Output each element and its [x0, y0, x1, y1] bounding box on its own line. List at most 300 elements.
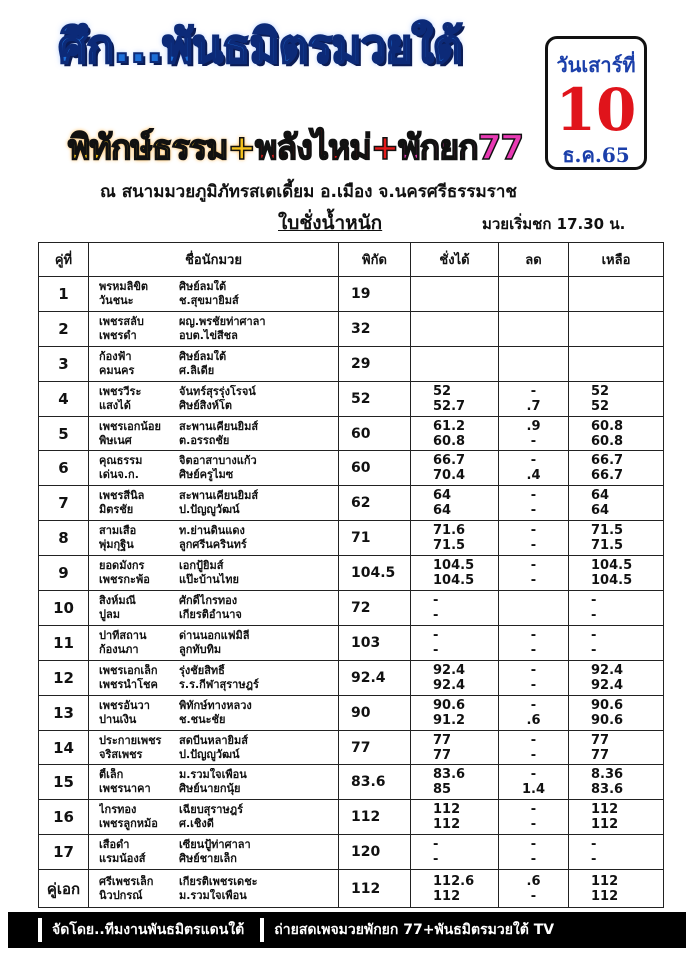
remaining-fighter-2: 83.6 [591, 782, 624, 798]
remaining-fighter-1: 52 [591, 383, 610, 399]
weighed-fighter-2: - [433, 642, 439, 658]
fighter-1-name: สิงห์มณี [99, 593, 136, 607]
fighter-2-camp: อบต.ไข่สีชล [179, 328, 238, 342]
reduce-values [499, 800, 569, 835]
fighter-1-name: เพชรอันวา [99, 698, 150, 712]
fighter-2-camp: ศิษย์ชายเล็ก [179, 852, 237, 866]
promoter-3: พักยก77 [398, 128, 524, 168]
fighter-2-name: ปานเงิน [99, 712, 137, 726]
remaining-values [569, 765, 664, 800]
weighed-fighter-1: - [433, 627, 439, 643]
remaining-fighter-1: 112 [591, 873, 619, 889]
footer-organizer: จัดโดย..ทีมงานพันธมิตรแดนใต้ [52, 922, 245, 938]
remaining-values [569, 416, 664, 451]
fighter-2-name: เด่นจ.ก. [99, 468, 139, 482]
weighed-fighter-1: 83.6 [433, 767, 466, 783]
remaining-fighter-1: 104.5 [591, 558, 633, 574]
poster-title: ศึก...พันธมิตรมวยใต้ [58, 19, 462, 73]
remaining-fighter-2: - [591, 852, 597, 868]
weighed-fighter-2: - [433, 607, 439, 623]
weighed-values [411, 381, 499, 416]
weighed-values [411, 625, 499, 660]
remaining-fighter-1: 71.5 [591, 523, 624, 539]
reduce-values [499, 730, 569, 765]
remaining-fighter-2: 112 [591, 888, 619, 904]
remaining-fighter-1: 64 [591, 488, 610, 504]
reduce-fighter-2: - [530, 573, 537, 589]
promoter-1: พิทักษ์ธรรม+ [68, 128, 255, 168]
pair-number: 11 [39, 625, 89, 660]
fighter-1-name: ก้องฟ้า [99, 349, 132, 363]
fighter-2-name: นิวปกรณ์ [99, 888, 143, 902]
weight-class: 19 [339, 277, 411, 312]
table-row [39, 765, 664, 800]
fighter-1-name: เพชรวีระ [99, 384, 142, 398]
header-reduce: ลด [499, 243, 569, 277]
fighter-2-camp: ต.อรรถชัย [179, 433, 230, 447]
fighter-names [89, 277, 339, 312]
weight-class: 60 [339, 416, 411, 451]
reduce-values [499, 660, 569, 695]
fighter-names [89, 591, 339, 626]
pair-number: 6 [39, 451, 89, 486]
fighter-2-name: เพชรนาคา [99, 782, 151, 796]
weight-class: 71 [339, 521, 411, 556]
remaining-fighter-2: 52 [591, 398, 610, 414]
weight-class: 52 [339, 381, 411, 416]
remaining-fighter-2: 90.6 [591, 712, 624, 728]
reduce-fighter-1: - [530, 837, 537, 853]
weight-class: 112 [339, 800, 411, 835]
weight-class: 60 [339, 451, 411, 486]
table-row [39, 346, 664, 381]
reduce-values [499, 381, 569, 416]
weighed-fighter-1: 61.2 [433, 418, 466, 434]
weighed-fighter-2: 112 [433, 888, 461, 904]
reduce-fighter-2: - [530, 677, 537, 693]
fighter-2-name: เพชรนำโชค [99, 677, 158, 691]
table-header-row [39, 243, 664, 277]
weighed-values [411, 451, 499, 486]
fighter-2-camp: ป.ปัญญูวัฒน์ [179, 747, 240, 761]
fighter-1-camp: จิตอาสาบางแก้ว [179, 454, 257, 468]
remaining-values [569, 486, 664, 521]
fighter-1-camp: ผญ.พรชัยท่าศาลา [179, 314, 266, 328]
weighed-values [411, 835, 499, 870]
header-remaining: เหลือ [569, 243, 664, 277]
weighed-fighter-1: 104.5 [433, 558, 475, 574]
remaining-fighter-2: - [591, 607, 597, 623]
reduce-values [499, 346, 569, 381]
weigh-in-title: ใบชั่งน้ำหนัก [278, 212, 383, 234]
fighter-1-camp: เฉียบสุราษฎร์ [179, 803, 244, 817]
weight-class: 90 [339, 695, 411, 730]
remaining-fighter-2: 104.5 [591, 573, 633, 589]
weighed-values [411, 521, 499, 556]
table-row [39, 521, 664, 556]
weight-class: 32 [339, 311, 411, 346]
weight-class: 104.5 [339, 556, 411, 591]
fighter-2-camp: เกียรติอำนาจ [179, 607, 242, 621]
remaining-values [569, 730, 664, 765]
reduce-values [499, 486, 569, 521]
table-row [39, 730, 664, 765]
weighed-values [411, 765, 499, 800]
weighed-values [411, 730, 499, 765]
fighter-1-camp: ศิษย์ลมใต้ [179, 349, 227, 363]
table-row [39, 277, 664, 312]
fighter-1-name: สามเสือ [99, 524, 137, 538]
footer-divider [38, 918, 42, 942]
weight-class: 103 [339, 625, 411, 660]
remaining-fighter-2: 112 [591, 817, 619, 833]
pair-number: 15 [39, 765, 89, 800]
reduce-values [499, 695, 569, 730]
remaining-fighter-1: 8.36 [591, 767, 624, 783]
table-row [39, 660, 664, 695]
reduce-values [499, 277, 569, 312]
fighter-names [89, 346, 339, 381]
weight-class: 77 [339, 730, 411, 765]
date-day-label: วันเสาร์ที่ [556, 53, 636, 77]
weighed-fighter-2: 112 [433, 817, 461, 833]
weighed-fighter-1: 90.6 [433, 697, 466, 713]
reduce-fighter-1: - [530, 383, 537, 399]
weighed-fighter-1: 66.7 [433, 453, 466, 469]
remaining-fighter-2: - [591, 642, 597, 658]
remaining-values [569, 277, 664, 312]
reduce-values [499, 451, 569, 486]
remaining-values [569, 556, 664, 591]
table-row [39, 381, 664, 416]
weighed-fighter-2: 92.4 [433, 677, 466, 693]
remaining-fighter-2: 71.5 [591, 538, 624, 554]
fighter-names [89, 660, 339, 695]
weighed-values [411, 591, 499, 626]
fighter-2-camp: ลูกศรีนครินทร์ [179, 538, 247, 552]
pair-number: 8 [39, 521, 89, 556]
pair-number: 10 [39, 591, 89, 626]
weighed-fighter-1: 112.6 [433, 873, 475, 889]
fighter-2-camp: ม.รวมใจเพื่อน [179, 888, 247, 902]
fighter-1-name: เสือดำ [99, 838, 130, 852]
table-row [39, 556, 664, 591]
weighed-fighter-2: 104.5 [433, 573, 475, 589]
weighed-values [411, 346, 499, 381]
venue-text: ณ สนามมวยภูมิภัทรสเตเดี้ยม อ.เมือง จ.นครศรีธรรมราช [100, 182, 517, 202]
fighter-2-name: เพชรดำ [99, 328, 137, 342]
pair-number: 17 [39, 835, 89, 870]
table-row [39, 870, 664, 908]
fighter-1-name: เพชรสลับ [99, 314, 144, 328]
fighter-2-name: พิษเนศ [99, 433, 132, 447]
reduce-fighter-2: - [530, 503, 537, 519]
fighter-1-name: ยอดมังกร [99, 559, 145, 573]
table-row [39, 625, 664, 660]
table-row [39, 800, 664, 835]
remaining-values [569, 835, 664, 870]
date-box [545, 36, 647, 170]
remaining-fighter-1: 92.4 [591, 662, 624, 678]
fighter-names [89, 730, 339, 765]
weighed-fighter-2: - [433, 852, 439, 868]
remaining-fighter-2: 77 [591, 747, 610, 763]
reduce-values [499, 625, 569, 660]
remaining-fighter-1: 77 [591, 732, 610, 748]
reduce-fighter-2: - [530, 817, 537, 833]
reduce-fighter-1: - [530, 662, 537, 678]
reduce-fighter-1: - [530, 627, 537, 643]
reduce-fighter-1: - [530, 802, 537, 818]
fighter-1-name: คุณธรรม [99, 454, 143, 468]
weighed-fighter-2: 91.2 [433, 712, 466, 728]
fighter-2-name: แสงได้ [99, 398, 131, 412]
reduce-values [499, 521, 569, 556]
remaining-fighter-2: 92.4 [591, 677, 624, 693]
weighed-fighter-2: 85 [433, 782, 452, 798]
fighter-2-camp: ช.สุขมายิมส์ [179, 293, 239, 307]
weighed-fighter-1: 71.6 [433, 523, 466, 539]
header-weight-class: พิกัด [339, 243, 411, 277]
fighter-1-name: ไกรทอง [99, 803, 137, 817]
fighter-1-camp: พิทักษ์ทางหลวง [179, 698, 252, 712]
fighter-1-name: ตี้เล็ก [99, 768, 124, 782]
weighed-fighter-1: 112 [433, 802, 461, 818]
promoter-2: พลังไหม่+ [255, 128, 399, 168]
fighter-2-name: เพชรกะพ้อ [99, 573, 150, 587]
footer-bar [8, 912, 686, 948]
weighed-fighter-1: 77 [433, 732, 452, 748]
fighter-1-camp: ศักดิ์ไกรทอง [179, 593, 238, 607]
reduce-fighter-2: .4 [526, 468, 541, 484]
reduce-fighter-2: - [530, 538, 537, 554]
date-day-number: 10 [555, 76, 637, 144]
fighter-2-name: แรมน้องส์ [99, 852, 146, 866]
header-fighters: ชื่อนักมวย [89, 243, 339, 277]
reduce-fighter-2: - [530, 642, 537, 658]
fighter-1-camp: สดบีนหลายิมส์ [179, 733, 248, 747]
fighter-1-camp: จันทร์สุรรุ่งโรจน์ [179, 384, 256, 398]
reduce-fighter-1: - [530, 558, 537, 574]
fighter-names [89, 416, 339, 451]
fighter-1-camp: เซียนปู้ท่าศาลา [179, 838, 251, 852]
remaining-fighter-1: 66.7 [591, 453, 624, 469]
weighed-fighter-2: 60.8 [433, 433, 466, 449]
remaining-values [569, 451, 664, 486]
fighter-2-camp: ศิษย์นายกนุ้ย [179, 782, 241, 796]
fighter-2-camp: ร.ร.กีฬาสุราษฎร์ [179, 677, 259, 691]
reduce-fighter-1: .9 [526, 418, 541, 434]
weighed-values [411, 556, 499, 591]
fighter-1-name: ประกายเพชร [99, 733, 162, 747]
fight-card-table [38, 242, 664, 908]
table-row [39, 486, 664, 521]
reduce-fighter-2: 1.4 [521, 782, 546, 798]
pair-number: 2 [39, 311, 89, 346]
fighter-2-name: ปูลม [99, 607, 120, 621]
reduce-fighter-1: - [530, 732, 537, 748]
fighter-1-name: เพชรเอกน้อย [99, 419, 161, 433]
weight-class: 120 [339, 835, 411, 870]
fighter-2-name: พุ่มกุฐิน [99, 538, 134, 552]
pair-number: 5 [39, 416, 89, 451]
fighter-2-camp: ศิษย์สิงห์โต [179, 398, 233, 412]
reduce-values [499, 556, 569, 591]
fighter-2-name: มิตรชัย [99, 503, 134, 517]
pair-number: 14 [39, 730, 89, 765]
reduce-values [499, 416, 569, 451]
remaining-fighter-1: 90.6 [591, 697, 624, 713]
fighter-names [89, 625, 339, 660]
fighter-1-camp: สะพานเคียนยิมส์ [179, 489, 259, 503]
weighed-fighter-2: 64 [433, 503, 452, 519]
remaining-values [569, 800, 664, 835]
reduce-values [499, 870, 569, 908]
reduce-fighter-2: - [530, 852, 537, 868]
reduce-fighter-2: - [530, 433, 537, 449]
pair-number: 1 [39, 277, 89, 312]
remaining-values [569, 521, 664, 556]
remaining-fighter-1: - [591, 837, 597, 853]
remaining-fighter-1: - [591, 592, 597, 608]
fighter-names [89, 765, 339, 800]
fighter-1-camp: สะพานเคียนยิมส์ [179, 419, 259, 433]
promoters-banner [68, 122, 523, 174]
table-row [39, 835, 664, 870]
fighter-2-camp: ศิษย์ครูไมซ [179, 468, 234, 482]
fighter-names [89, 311, 339, 346]
pair-number: 13 [39, 695, 89, 730]
weight-class: 83.6 [339, 765, 411, 800]
fighter-names [89, 556, 339, 591]
weighed-fighter-2: 52.7 [433, 398, 466, 414]
weighed-values [411, 486, 499, 521]
table-row [39, 311, 664, 346]
fighter-2-name: เพชรลูกหม้อ [99, 817, 158, 831]
remaining-values [569, 311, 664, 346]
remaining-fighter-1: - [591, 627, 597, 643]
weight-class: 62 [339, 486, 411, 521]
weighed-values [411, 800, 499, 835]
reduce-fighter-2: - [530, 747, 537, 763]
pair-number: 9 [39, 556, 89, 591]
fighter-1-camp: รุ่งชัยสิทธิ์ [179, 663, 225, 677]
date-month-year: ธ.ค.65 [562, 143, 630, 167]
remaining-values [569, 695, 664, 730]
weighed-values [411, 277, 499, 312]
weighed-fighter-2: 71.5 [433, 538, 466, 554]
fighter-2-camp: แป๊ะบ้านไทย [179, 573, 239, 587]
reduce-fighter-2: .6 [526, 712, 541, 728]
weighed-values [411, 416, 499, 451]
pair-number: 16 [39, 800, 89, 835]
weight-class: 72 [339, 591, 411, 626]
fighter-1-camp: ด่านนอกแฟมิลี่ [179, 628, 250, 642]
table-row [39, 416, 664, 451]
fighter-2-camp: ช.ชนะชัย [179, 712, 226, 726]
table-row [39, 451, 664, 486]
pair-number: 12 [39, 660, 89, 695]
header-pair: คู่ที่ [39, 243, 89, 277]
weighed-fighter-1: 64 [433, 488, 452, 504]
remaining-values [569, 381, 664, 416]
table-row [39, 695, 664, 730]
pair-number: 7 [39, 486, 89, 521]
fighter-1-name: ศรีเพชรเล็ก [99, 874, 154, 888]
weighed-fighter-1: 52 [433, 383, 452, 399]
fighter-1-name: ปาทีสถาน [99, 628, 147, 642]
fighter-names [89, 381, 339, 416]
pair-number: คู่เอก [39, 870, 89, 908]
weighed-values [411, 311, 499, 346]
reduce-fighter-2: - [530, 888, 537, 904]
remaining-values [569, 625, 664, 660]
fighter-2-name: วันชนะ [99, 293, 134, 307]
fighter-2-name: ก้องนภา [99, 642, 139, 656]
weighed-fighter-1: - [433, 837, 439, 853]
reduce-fighter-2: .7 [526, 398, 541, 414]
weighed-values [411, 660, 499, 695]
remaining-values [569, 870, 664, 908]
weighed-fighter-2: 70.4 [433, 468, 466, 484]
fighter-2-name: คมนคร [99, 363, 135, 377]
fighter-1-camp: ท.ย่านดินแดง [179, 524, 245, 538]
footer-divider [260, 918, 264, 942]
remaining-fighter-2: 60.8 [591, 433, 624, 449]
fighter-1-name: เพชรสีนิล [99, 489, 145, 503]
reduce-fighter-1: - [530, 767, 537, 783]
remaining-fighter-1: 112 [591, 802, 619, 818]
table-row [39, 591, 664, 626]
remaining-fighter-2: 66.7 [591, 468, 624, 484]
reduce-values [499, 765, 569, 800]
fighter-2-camp: ศ.ลิเดีย [179, 363, 215, 377]
reduce-fighter-1: - [530, 453, 537, 469]
weighed-fighter-1: - [433, 592, 439, 608]
fighter-names [89, 800, 339, 835]
fighter-names [89, 486, 339, 521]
fighter-names [89, 835, 339, 870]
reduce-fighter-1: - [530, 523, 537, 539]
fighter-2-camp: ป.ปัญญูวัฒน์ [179, 503, 240, 517]
reduce-values [499, 591, 569, 626]
fighter-names [89, 451, 339, 486]
weighed-fighter-2: 77 [433, 747, 452, 763]
remaining-fighter-1: 60.8 [591, 418, 624, 434]
fighter-1-camp: ม.รวมใจเพื่อน [179, 768, 247, 782]
weight-class: 29 [339, 346, 411, 381]
weighed-values [411, 870, 499, 908]
remaining-fighter-2: 64 [591, 503, 610, 519]
start-time: มวยเริ่มชก 17.30 น. [482, 215, 626, 233]
reduce-fighter-1: .6 [526, 873, 541, 889]
weighed-values [411, 695, 499, 730]
footer-live-stream: ถ่ายสดเพจมวยพักยก 77+พันธมิตรมวยใต้ TV [274, 922, 555, 938]
fighter-2-camp: ลูกทับทิม [179, 642, 222, 656]
reduce-fighter-1: - [530, 697, 537, 713]
weight-class: 92.4 [339, 660, 411, 695]
header-weighed: ชั่งได้ [411, 243, 499, 277]
fighter-1-camp: เอกปู้ยิมส์ [179, 559, 224, 573]
reduce-values [499, 835, 569, 870]
fighter-1-name: เพชรเอกเล็ก [99, 663, 158, 677]
remaining-values [569, 591, 664, 626]
fighter-names [89, 870, 339, 908]
pair-number: 3 [39, 346, 89, 381]
fighter-names [89, 695, 339, 730]
fighter-2-name: จริสเพชร [99, 747, 143, 761]
remaining-values [569, 660, 664, 695]
